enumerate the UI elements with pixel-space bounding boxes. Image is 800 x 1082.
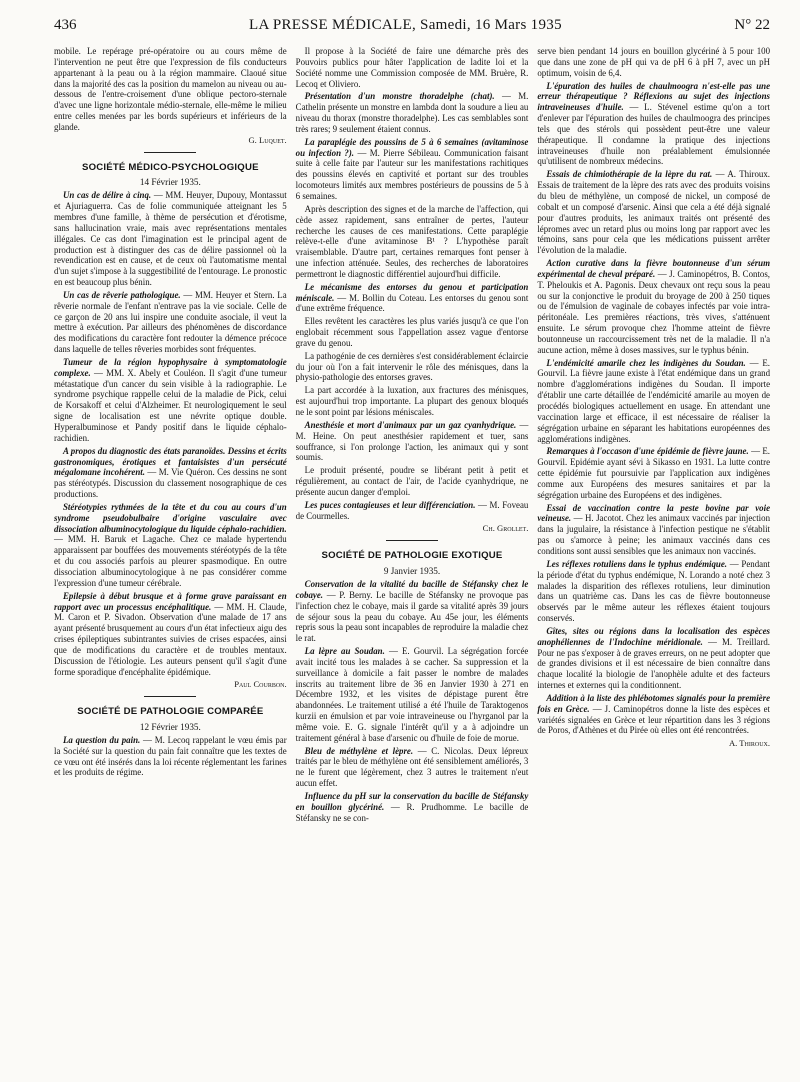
paragraph: La paraplégie des poussins de 5 à 6 semaines (avitaminose ou infection ?). — M. Pierre Sébileau. Communication faisant suite à celle faite par l'auteur sur les manifestations rachitiques des poussins élevés en captivité et portant sur des troubles locomoteurs limités aux membres postérieurs de poussins de 5 à 6 semaines.: [295, 136, 529, 201]
column-1: [54, 46, 287, 824]
paragraph: Anesthésie et mort d'animaux par un gaz cyanhydrique. — M. Heine. On peut anesthésier rapidement et tuer, sans souffrance, si l'on prolonge l'action, les animaux qui y sont soumis.: [295, 419, 529, 463]
article-columns: [54, 46, 770, 824]
paragraph: L'épuration des huiles de chaulmoogra n'est-elle pas une erreur thérapeutique ? Réflexions au sujet des injections intraveineuses d'huile. — L. Stévenel estime qu'on a tort d'enlever par l'épuration des huiles de chaulmoogra des principes tels que des stérols qui possèdent peut-être une valeur thérapeutique. Il condamne la pratique des injections intraveineuses d'huile non préalablement émulsionnée qu'utilisent de nombreux médecins.: [537, 80, 771, 167]
section-title: SOCIÉTÉ MÉDICO-PSYCHOLOGIQUE: [81, 161, 259, 173]
paragraph: Un cas de délire à cinq. — MM. Heuyer, Dupouy, Montassut et Ajuriaguerra. Cas de folie communiquée atteignant les 5 membres d'une famille, à thème de persécution et d'érotisme, sans hallucination vraie, mais avec représentations mentales illégales. Ce cas dont l'imagination est le principal agent de production est à distinguer des cas de délire passionnel où la revendication est en cause, et de ceux où l'automatisme mental d'un sujet s'impose à la suggestibilité de l'entourage. Le pronostic en est beaucoup plus bénin.: [54, 190, 287, 288]
section-date: 9 Janvier 1935.: [383, 566, 441, 577]
paragraph: La pathogénie de ces dernières s'est considérablement éclaircie du jour où l'on a fait intervenir le rôle des ménisques, dans la physio-pathologie des entorses graves.: [295, 350, 529, 383]
signature: Paul Courbon.: [234, 679, 287, 690]
paragraph: Essais de chimiothérapie de la lèpre du rat. — A. Thiroux. Essais de traitement de la lèpre des rats avec des produits voisins du bleu de méthylène, un composé de nickel, un composé de cobalt et un composé d'arsenic. Ainsi que cela a été déjà signalé pour d'autres produits, les animaux traités ont présenté des lépromes avec un retard plus ou moins long par rapport avec les témoins, sans pour cela que les médications puissent arrêter l'évolution de la maladie.: [537, 169, 771, 256]
paragraph: Bleu de méthylène et lèpre. — C. Nicolas. Deux lépreux traités par le bleu de méthylène ont été sensiblement améliorés, 3 ne le furent que légèrement, chez 3 autres le traitement n'eut aucun effet.: [295, 745, 529, 789]
paragraph: La part accordée à la luxation, aux fractures des ménisques, est aujourd'hui trop importante. La plupart des genoux bloqués ne le sont point par lésions méniscales.: [295, 385, 529, 417]
paragraph: L'endémicité amarile chez les indigènes du Soudan. — E. Gourvil. La fièvre jaune existe à l'état endémique dans un grand nombre d'agglomérations indigènes du Soudan. Il importe d'établir une carte détaillée de l'endémicité amarile au moyen de procédés biologiques actuellement en usage. En attendant une vaccination large et efficace, il est nécessaire de réaliser la ségrégation urbaine en séparant les habitations européennes des agglomérations indigènes.: [537, 357, 771, 444]
paragraph: Après description des signes et de la marche de l'affection, qui cède assez rapidement, sans entraîner de pertes, l'auteur recherche les causes de ces manifestations. Cette paraplégie relève-t-elle d'une avitaminose B¹ ? L'hypothèse paraît vraisemblable. D'autre part, certaines remarques font penser à une infection atténuée. Seules, des recherches de laboratoires permettront le diagnostic différentiel aujourd'hui difficile.: [295, 203, 529, 279]
column-2: [296, 46, 529, 824]
section-title: SOCIÉTÉ DE PATHOLOGIE COMPARÉE: [77, 706, 264, 718]
paragraph: A propos du diagnostic des états paranoïdes. Dessins et écrits gastronomiques, érotiques et fantaisistes d'un persécuté mégalomane incohérent. — M. Vie Quéron. Ces dessins ne sont pas stéréotypés. Discussion du classement nosographique de ces productions.: [54, 445, 287, 500]
paragraph: Conservation de la vitalité du bacille de Stéfansky chez le cobaye. — P. Berny. Le bacille de Stéfansky ne provoque pas l'infection chez le cobaye, mais il garde sa vitalité après 39 jours de séjour sous la peau du cobaye. Au 45e jour, les éléments repris sous la peau sont incapables de reproduire la maladie chez le rat.: [295, 578, 529, 644]
paragraph: Epilepsie à début brusque et à forme grave paraissant en rapport avec un processus encéphalitique. — MM. H. Claude, M. Caron et P. Sivadon. Observation d'une malade de 17 ans ayant présenté brusquement au cours d'un état infectieux aigu des crises épileptiques subintrantes suivies de crises espacées, ainsi que de modifications du caractère et de troubles mentaux. Discussion de l'étiologie. Les auteurs pensent qu'il s'agit d'une forme sporadique d'encéphalite épidémique.: [54, 590, 287, 677]
paragraph: Stéréotypies rythmées de la tête et du cou au cours d'un syndrome pseudobulbaire d'origine vasculaire avec dissociation albuminocytologique du liquide céphalo-rachidien. — MM. H. Baruk et Lagache. Chez ce malade hypertendu apparaissent par bouffées des mouvements stéréotypés de la tête et du cou associés parfois au pleurer spasmodique. En outre dissociation albuminocytologique à ne pas considérer comme l'expression d'une tumeur cérébrale.: [54, 501, 287, 588]
paragraph: Action curative dans la fièvre boutonneuse d'un sérum expérimental de cheval préparé. — J. Caminopétros, B. Contos, T. Pheloukis et A. Pagonis. Deux chevaux ont reçu sous la peau ou sur la conjonctive le produit du broyage de 200 à 250 tiques ou de l'émulsion de vaginale de cobayes infectés par voie intra-péritonéale. Les premières réactions, très vives, s'atténuent ensuite. Le sérum provoque chez l'homme atteint de fièvre boutonneuse un raccourcissement très net de la maladie. Il n'a aucune action, même à doses massives, sur le typhus bénin.: [537, 258, 771, 355]
signature: G. Luquet.: [248, 134, 287, 145]
page-header: [54, 16, 770, 36]
journal-title: LA PRESSE MÉDICALE, Samedi, 16 Mars 1935: [249, 17, 562, 33]
paragraph: Il propose à la Société de faire une démarche près des Pouvoirs publics pour hâter l'application de ladite loi et la Société nomme une Commission composée de MM. Bruère, R. Lecoq et Oliviero.: [295, 46, 529, 89]
paragraph: Le mécanisme des entorses du genou et participation méniscale. — M. Bollin du Coteau. Les entorses du genou sont d'une extrême fréquence.: [295, 281, 529, 314]
paragraph: Elles revêtent les caractères les plus variés jusqu'à ce que l'on englobait récemment sous l'appellation assez vague d'entorse grave du genou.: [295, 316, 529, 348]
paragraph: Remarques à l'occason d'une épidémie de fièvre jaune. — E. Gourvil. Epidémie ayant sévi à Sikasso en 1931. La lutte contre cette épidémie fut poursuivie par l'application aux indigènes comme aux Européens des mesures sanitaires et par la ségrégation urbaine des Européens et des indigènes.: [537, 446, 771, 500]
signature: Ch. Grollet.: [482, 523, 529, 534]
section-date: 14 Février 1935.: [139, 177, 201, 188]
paragraph: La question du pain. — M. Lecoq rappelant le vœu émis par la Société sur la question du pain fait connaître que les textes de ce vœu ont été insérés dans la loi récente réglementant les farines et les produits de régime.: [54, 734, 287, 778]
signature: A. Thiroux.: [728, 738, 771, 749]
paragraph: La lèpre au Soudan. — E. Gourvil. La ségrégation forcée avait incité tous les malades à se cacher. Sa suppression et la surveillance à domicile a fait passer le nombre de malades inscrits au traitement libre de 36 en Janvier 1930 à 271 en Décembre 1932, et les visites de dépistage purent être abandonnées. Le traitement utilisé a été l'huile de Taraktogenos kurzii en émulsion et par voie intraveineuse ou l'hyrganol par la même voie. E. G. signale l'intérêt qu'il y a à adjoindre un traitement général à base d'arsenic ou d'huile de foie de morue.: [295, 646, 529, 743]
paragraph: Le produit présenté, poudre se libérant petit à petit et régulièrement, au contact de l'air, de l'acide cyanhydrique, ne présente aucun danger d'emploi.: [295, 465, 529, 497]
divider: [144, 152, 196, 153]
paragraph: Influence du pH sur la conservation du bacille de Stéfansky en bouillon glycériné. — R. Prudhomme. Le bacille de Stéfansky ne se con-: [295, 791, 529, 823]
divider: [144, 696, 196, 697]
paragraph: Addition à la liste des phlébotomes signalés pour la première fois en Grèce. — J. Caminopétros donne la liste des espèces et variétés signalées en Grèce et leur répartition dans les 3 régions de Poros, d'Athènes et du Pirée où elles ont été rencontrées.: [537, 692, 771, 736]
paragraph: Gîtes, sites ou régions dans la localisation des espèces anophéliennes de l'Indochine méridionale. — M. Treillard. Pour ne pas s'exposer à de graves erreurs, on ne peut adopter que de grandes divisions et il est nécessaire de bien connaître dans chaque localité la biologie de l'anophèle adulte et des facteurs internes et externes qui la conditionnent.: [537, 625, 771, 691]
paragraph: Un cas de rêverie pathologique. — MM. Heuyer et Stern. La rêverie normale de l'enfant n'entrave pas la vie sociale. Celle de ce garçon de 20 ans lui inspire une conduite asociale, il veut la mettre à exécution. Par ailleurs des phénomènes de discordance des modifications du caractère font redouter la démence précoce dans laquelle de telles rêveries morbides sont fréquentes.: [54, 289, 287, 355]
paragraph: mobile. Le repérage pré-opératoire ou au cours même de l'intervention ne peut être que l'expression de fils conducteurs appartenant à la peau ou à la région mammaire. Claoué situe dans la majorité des cas la position du mamelon au niveau ou au-dessous de l'entre-croisement d'une oblique pectoro-sternale d'avec une ligne horizontale médio-sternale, elle-même le milieu entre celles menées par les bords supérieurs et inférieurs de la glande.: [54, 46, 287, 132]
issue-number: N° 22: [734, 17, 770, 33]
column-3: [537, 46, 770, 824]
paragraph: Essai de vaccination contre la peste bovine par voie veineuse. — H. Jacotot. Chez les animaux vaccinés par injection dans la jugulaire, la résistance à l'infection pestique ne s'établit pas ou s'amorce à peine; les animaux vaccinés dans ces conditions sont aussi sensibles que les animaux non vaccinés.: [537, 502, 771, 556]
section-title: SOCIÉTÉ DE PATHOLOGIE EXOTIQUE: [321, 550, 503, 562]
paragraph: Les réflexes rotuliens dans le typhus endémique. — Pendant la période d'état du typhus endémique, N. Lorando a noté chez 3 malades la disparition des réflexes rotuliens, leur diminution dans un quatrième cas. Dans les cas de fièvre boutonneuse observés par le même auteur les réflexes étaient toujours conservés.: [537, 558, 771, 624]
section-date: 12 Février 1935.: [139, 722, 201, 733]
paragraph: Les puces contagieuses et leur différenciation. — M. Foveau de Courmelles.: [295, 499, 529, 521]
paragraph: serve bien pendant 14 jours en bouillon glycériné à 5 pour 100 que dans une zone de pH qui va de pH 6 à pH 7, avec un pH optimum, voisin de 6,4.: [537, 46, 771, 78]
page-number: 436: [54, 17, 77, 33]
divider: [386, 540, 438, 541]
paragraph: Tumeur de la région hypophysaire à symptomatologie complexe. — MM. X. Abely et Couléon. Il s'agit d'une tumeur métastatique d'un cancer du sein visible à la radiographie. Le syndrome psychique rappelle celui de la maladie de Pick, celui de Korsakoff et celui d'Alzheimer. Et neurologiquement le seul signe de localisation est une névrite optique double. Hyperalbuminose et Pandy positif dans le liquide céphalo-rachidien.: [54, 356, 287, 443]
paragraph: Présentation d'un monstre thoradelphe (chat). — M. Cathelin présente un monstre en lambda dont la soudure a lieu au niveau du thorax (monstre thoradelphe). Les cas semblables sont très rares; 9 seulement étaient connus.: [295, 91, 529, 134]
